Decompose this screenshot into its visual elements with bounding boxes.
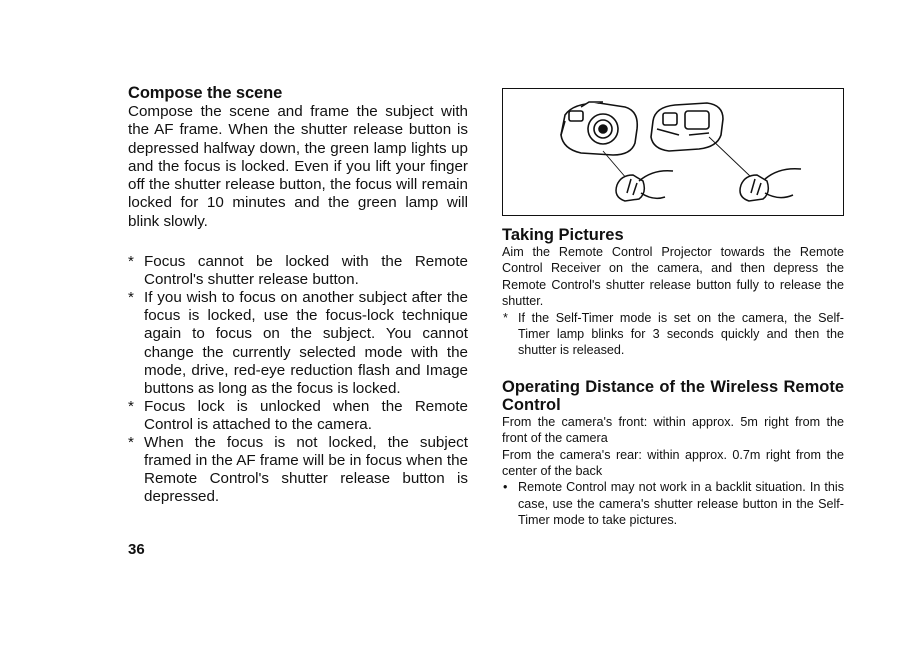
distance-front-text: From the camera's front: within approx. 5m right from the front of the camera bbox=[502, 414, 844, 446]
asterisk-mark: * bbox=[128, 253, 134, 271]
hand-remote-icon bbox=[740, 169, 801, 201]
list-item bbox=[502, 310, 844, 359]
right-column bbox=[502, 88, 844, 529]
list-item bbox=[128, 289, 468, 398]
taking-pictures-paragraph: Aim the Remote Control Projector towards the Remote Control Receiver on the camera, and then depress the Remote Control's shutter release button fully to release the shutter. bbox=[502, 245, 844, 309]
camera-front-icon bbox=[561, 102, 637, 155]
list-item bbox=[128, 398, 468, 434]
asterisk-mark: * bbox=[128, 434, 134, 452]
distance-rear-text: From the camera's rear: within approx. 0.7m right from the center of the back bbox=[502, 447, 844, 479]
bullet-mark: • bbox=[503, 480, 508, 495]
compose-heading: Compose the scene bbox=[128, 84, 283, 102]
distance-notes-list bbox=[502, 479, 844, 528]
note-text: If the Self-Timer mode is set on the camera, the Self-Timer lamp blinks for 3 seconds quickly and then the shutter is released. bbox=[518, 310, 844, 358]
asterisk-mark: * bbox=[128, 397, 134, 415]
asterisk-mark: * bbox=[128, 289, 134, 307]
compose-notes-list bbox=[128, 253, 468, 506]
left-column bbox=[128, 84, 468, 506]
list-item bbox=[502, 479, 844, 528]
list-item bbox=[128, 253, 468, 289]
asterisk-mark: * bbox=[503, 310, 508, 325]
operating-distance-heading: Operating Distance of the Wireless Remote Control bbox=[502, 377, 844, 414]
note-text: If you wish to focus on another subject after the focus is locked, use the focus-lock technique again to focus on the subject. You cannot change the currently selected mode with the mode, drive, red-eye reduction flash and Image buttons as long as the focus is locked. bbox=[144, 289, 468, 397]
note-text: Remote Control may not work in a backlit situation. In this case, use the camera's shutter release button in the Self-Timer mode to take pictures. bbox=[518, 480, 844, 528]
hand-remote-icon bbox=[616, 171, 673, 201]
camera-rear-icon bbox=[651, 103, 723, 151]
camera-remote-drawing bbox=[503, 89, 845, 217]
page-number: 36 bbox=[128, 541, 145, 558]
list-item bbox=[128, 434, 468, 506]
taking-pictures-heading: Taking Pictures bbox=[502, 226, 624, 244]
note-text: Focus cannot be locked with the Remote Control's shutter release button. bbox=[144, 253, 468, 289]
note-text: When the focus is not locked, the subject framed in the AF frame will be in focus when the Remote Control's shutter release button is depressed. bbox=[144, 434, 468, 506]
taking-notes-list bbox=[502, 310, 844, 359]
compose-paragraph: Compose the scene and frame the subject with the AF frame. When the shutter release button is depressed halfway down, the green lamp lights up and the focus is locked. Even if you lift your finger off the shutter release button, the focus will remain locked for 10 minutes and the green lamp will blink slowly. bbox=[128, 103, 468, 230]
note-text: Focus lock is unlocked when the Remote Control is attached to the camera. bbox=[144, 397, 468, 433]
remote-control-illustration bbox=[502, 88, 844, 216]
